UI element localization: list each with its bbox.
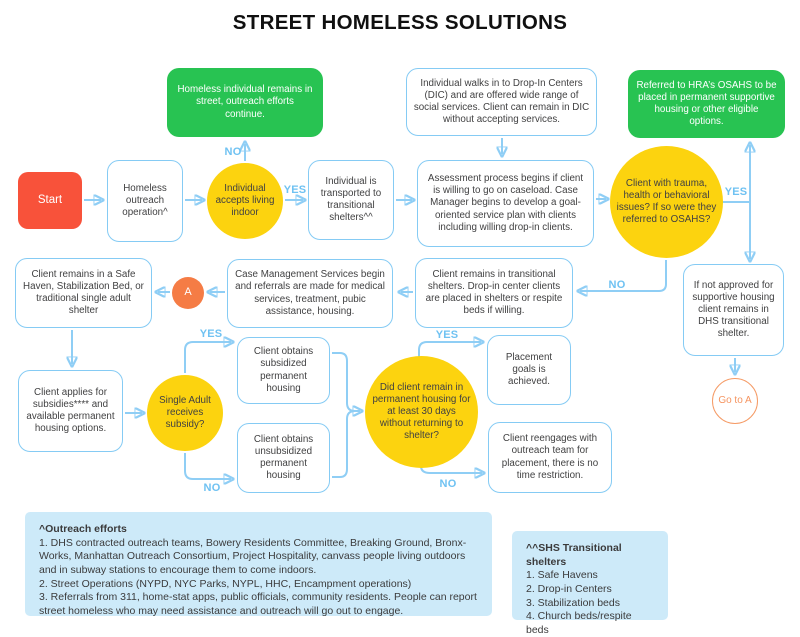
edge-singleadult-no-unsubsidized — [185, 453, 231, 479]
node-not-approved: If not approved for supportive housing client remains in DHS transitional shelter. — [683, 264, 784, 356]
connector-goto-a: Go to A — [712, 378, 758, 424]
node-subsidized-housing: Client obtains subsidized permanent housing — [237, 337, 330, 404]
label-yes-subsidy: YES — [199, 328, 223, 340]
label-yes-remain30: YES — [435, 329, 459, 341]
node-case-management: Case Management Services begin and referrals are made for medical services, treatment, pubic assistance, housing. — [227, 259, 393, 328]
note-outreach-item: 1. DHS contracted outreach teams, Bowery Residents Committee, Breaking Ground, Bronx-Works, Manhattan Outreach Consortium, Project Hospitality, canvass people living outdoors and in subway stations to encourage them to come indoors. — [39, 536, 467, 576]
node-unsubsidized-housing: Client obtains unsubsidized permanent housing — [237, 423, 330, 493]
node-remains-transitional: Client remains in transitional shelters. Drop-in center clients are placed in shelters or respite beds if willing. — [415, 258, 573, 328]
edge-singleadult-yes-subsidized — [185, 342, 231, 373]
node-safe-haven: Client remains in a Safe Haven, Stabilization Bed, or traditional single adult shelter — [15, 258, 152, 328]
note-outreach-heading: ^Outreach efforts — [39, 523, 127, 535]
node-start: Start — [18, 172, 82, 229]
node-walks-in-dic: Individual walks in to Drop-In Centers (DIC) and are offered wide range of social services. Client can remain in DIC without accepting services. — [406, 68, 597, 136]
note-shs-item: 4. Church beds/respite beds — [526, 610, 632, 636]
label-no-accepts: NO — [224, 146, 242, 158]
edge-subsidized-remain30 — [332, 353, 360, 411]
decision-trauma-question: Client with trauma, health or behavioral issues? If so were they referred to OSAHS? — [610, 146, 723, 258]
note-outreach-item: 2. Street Operations (NYPD, NYC Parks, NYPL, HHC, Encampment operations) — [39, 577, 412, 590]
note-shs-item: 2. Drop-in Centers — [526, 582, 612, 595]
node-placement-goals: Placement goals is achieved. — [487, 335, 571, 405]
node-reengages: Client reengages with outreach team for placement, there is no time restriction. — [488, 422, 612, 493]
node-homeless-outreach: Homeless outreach operation^ — [107, 160, 183, 242]
node-transported-shelters: Individual is transported to transitional shelters^^ — [308, 160, 394, 240]
decision-accepts-indoor: Individual accepts living indoor — [207, 163, 283, 239]
page-title: STREET HOMELESS SOLUTIONS — [232, 11, 568, 34]
connector-a: A — [172, 277, 204, 309]
label-yes-accepts: YES — [283, 184, 307, 196]
decision-remain-30-days: Did client remain in permanent housing for at least 30 days without returning to shelter? — [365, 356, 478, 468]
label-yes-trauma: YES — [724, 186, 748, 198]
note-shs-item: 1. Safe Havens — [526, 569, 598, 582]
label-no-subsidy: NO — [203, 482, 221, 494]
note-outreach-efforts — [25, 512, 492, 616]
label-no-remain30: NO — [439, 478, 457, 490]
note-shs-item: 3. Stabilization beds — [526, 596, 620, 609]
node-remains-in-street: Homeless individual remains in street, outreach efforts continue. — [167, 68, 323, 137]
label-no-trauma: NO — [608, 279, 626, 291]
node-referred-osahs: Referred to HRA’s OSAHS to be placed in permanent supportive housing or other eligible options. — [628, 70, 785, 138]
note-outreach-item: 3. Referrals from 311, home-stat apps, public officials, community residents. People can report street homeless who may need assistance and outreach will go out to engage. — [39, 591, 477, 617]
decision-single-adult-subsidy: Single Adult receives subsidy? — [147, 375, 223, 451]
note-shs-heading: ^^SHS Transitional shelters — [526, 542, 622, 568]
note-shs-shelters — [512, 531, 668, 636]
node-assessment: Assessment process begins if client is willing to go on caseload. Case Manager begins to develop a goal-oriented service plan with clients including willing drop-in clients. — [417, 160, 594, 247]
edge-unsubsidized-remain30 — [332, 411, 355, 477]
node-applies-subsidies: Client applies for subsidies**** and available permanent housing options. — [18, 370, 123, 452]
